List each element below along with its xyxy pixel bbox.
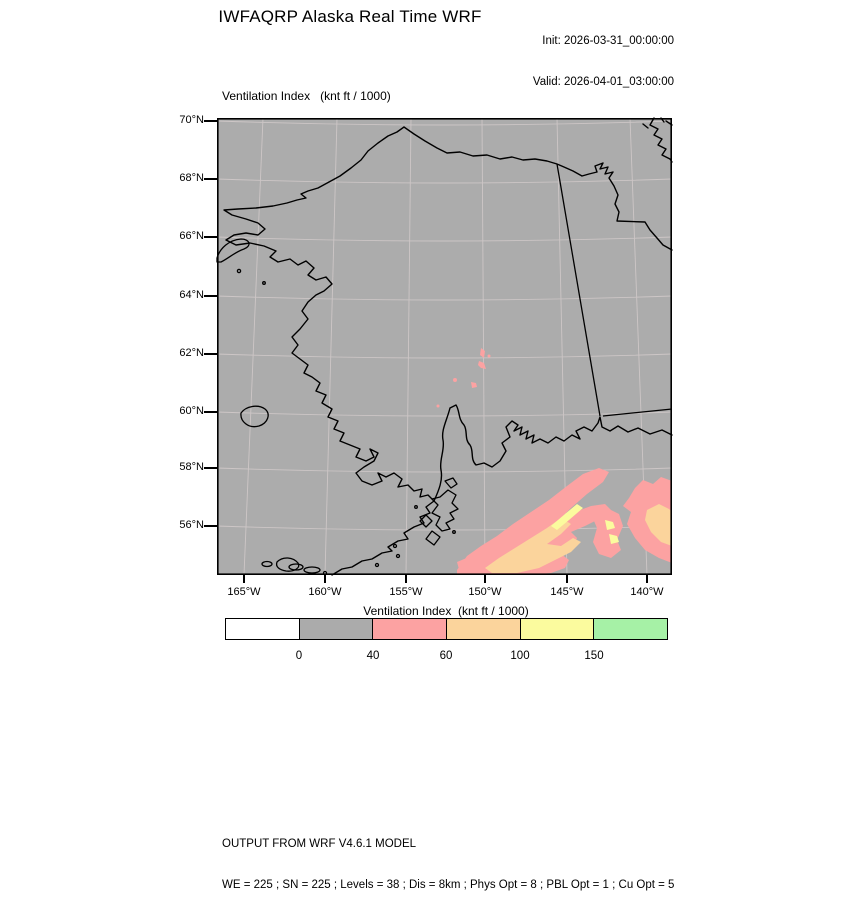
colorbar-tick-label: 150 — [584, 650, 604, 662]
colorbar-segment — [593, 618, 668, 640]
colorbar-tick-label: 60 — [439, 650, 453, 662]
lon-tick-label: 150°W — [468, 586, 502, 598]
map-canvas — [217, 118, 672, 575]
lat-tick-label: 60°N — [179, 405, 204, 417]
lat-tick — [204, 353, 217, 355]
map-variable-title: Ventilation Index (knt ft / 1000) — [222, 89, 391, 103]
colorbar-tick-label: 40 — [366, 650, 380, 662]
colorbar-segment — [520, 618, 595, 640]
lon-tick-label: 165°W — [227, 586, 261, 598]
lon-tick-label: 160°W — [308, 586, 342, 598]
colorbar-tick-label: 100 — [510, 650, 530, 662]
page-title: IWFAQRP Alaska Real Time WRF — [218, 7, 482, 26]
lat-tick-label: 58°N — [179, 461, 204, 473]
lon-tick — [324, 575, 326, 583]
lat-tick — [204, 178, 217, 180]
lon-tick — [566, 575, 568, 583]
lat-tick — [204, 120, 217, 122]
lon-tick — [646, 575, 648, 583]
lon-tick-label: 155°W — [389, 586, 423, 598]
colorbar-segment — [372, 618, 447, 640]
model-info — [222, 811, 674, 919]
lon-tick-label: 145°W — [550, 586, 584, 598]
lat-tick — [204, 525, 217, 527]
model-times — [533, 8, 674, 116]
colorbar-segment — [225, 618, 300, 640]
lat-tick-label: 66°N — [179, 230, 204, 242]
lat-tick — [204, 411, 217, 413]
lat-tick — [204, 295, 217, 297]
init-time: Init: 2026-03-31_00:00:00 — [542, 35, 674, 47]
colorbar-tick-label: 0 — [295, 650, 303, 662]
lon-tick-label: 140°W — [630, 586, 664, 598]
lon-tick — [243, 575, 245, 583]
colorbar-segment — [299, 618, 374, 640]
lon-tick — [405, 575, 407, 583]
lat-tick-label: 62°N — [179, 347, 204, 359]
colorbar-title: Ventilation Index (knt ft / 1000) — [363, 604, 529, 618]
lat-tick-label: 64°N — [179, 289, 204, 301]
model-info-line2: WE = 225 ; SN = 225 ; Levels = 38 ; Dis = 8km ; Phys Opt = 8 ; PBL Opt = 1 ; Cu Opt = 5 — [222, 878, 675, 891]
model-info-line1: OUTPUT FROM WRF V4.6.1 MODEL — [222, 838, 417, 850]
lat-tick — [204, 467, 217, 469]
lon-tick — [484, 575, 486, 583]
lat-tick-label: 56°N — [179, 519, 204, 531]
colorbar — [225, 618, 668, 640]
colorbar-segment — [446, 618, 521, 640]
valid-time: Valid: 2026-04-01_03:00:00 — [532, 75, 674, 88]
lat-tick — [204, 236, 217, 238]
lat-tick-label: 68°N — [179, 172, 204, 184]
lat-tick-label: 70°N — [179, 114, 204, 126]
